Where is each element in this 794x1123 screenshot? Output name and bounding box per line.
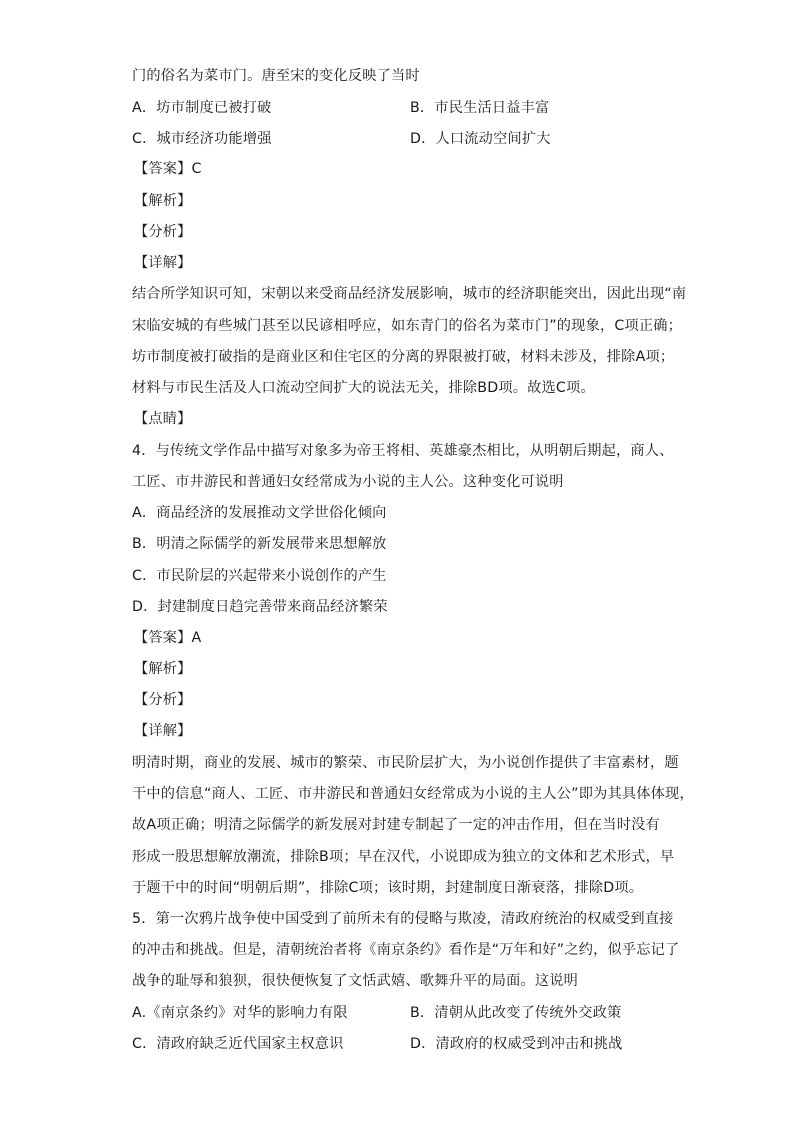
q4-stem-line: 工匠、市井游民和普通妇女经常成为小说的主人公。这种变化可说明 [132, 474, 564, 490]
q5-option-c: C．清政府缺乏近代国家主权意识 [132, 1036, 344, 1052]
q3-option-c: C．城市经济功能增强 [132, 131, 272, 147]
q4-explanation-line: 干中的信息“商人、工匠、市井游民和普通妇女经常成为小说的主人公”即为其具体体现， [132, 786, 694, 802]
q4-option-a: A．商品经济的发展推动文学世俗化倾向 [132, 505, 387, 521]
q3-option-a: A．坊市制度已被打破 [132, 100, 272, 116]
q3-option-b: B．市民生活日益丰富 [410, 100, 550, 116]
q3-option-d: D．人口流动空间扩大 [410, 131, 551, 147]
q5-stem-line: 战争的耻辱和狼狈，很快便恢复了文恬武嬉、歌舞升平的局面。这说明 [132, 973, 579, 989]
q4-detail-label: 【详解】 [134, 723, 192, 739]
q4-explanation-line: 明清时期，商业的发展、城市的繁荣、市民阶层扩大，为小说创作提供了丰富素材，题 [132, 755, 679, 771]
q3-answer: 【答案】C [134, 161, 202, 177]
q3-analysis-label: 【解析】 [134, 193, 192, 209]
q4-analysis-label: 【解析】 [134, 661, 192, 677]
q4-fenxi-label: 【分析】 [134, 692, 192, 708]
q5-option-d: D．清政府的权威受到冲击和挑战 [410, 1036, 623, 1052]
q4-option-b: B．明清之际儒学的新发展带来思想解放 [132, 536, 387, 552]
q4-explanation-line: 于题干中的时间“明朝后期”，排除C项；该时期，封建制度日渐衰落，排除D项。 [132, 880, 644, 896]
q4-explanation-line: 故A项正确；明清之际儒学的新发展对封建专制起了一定的冲击作用，但在当时没有 [132, 817, 660, 833]
q3-explanation-line: 材料与市民生活及人口流动空间扩大的说法无关，排除BD项。故选C项。 [132, 380, 595, 396]
q5-option-b: B．清朝从此改变了传统外交政策 [410, 1005, 622, 1021]
q3-explanation-line: 结合所学知识可知，宋朝以来受商品经济发展影响，城市的经济职能突出，因此出现“南 [132, 286, 687, 302]
q3-fenxi-label: 【分析】 [134, 224, 192, 240]
q5-stem-line: 5．第一次鸦片战争使中国受到了前所未有的侵略与欺凌，清政府统治的权威受到直接 [132, 911, 674, 927]
q4-option-d: D．封建制度日趋完善带来商品经济繁荣 [132, 599, 388, 615]
q5-stem-line: 的冲击和挑战。但是，清朝统治者将《南京条约》看作是“万年和好”之约，似乎忘记了 [132, 942, 680, 958]
q4-stem-line: 4．与传统文学作品中描写对象多为帝王将相、英雄豪杰相比，从明朝后期起，商人、 [132, 443, 674, 459]
q3-stem-tail: 门的俗名为菜市门。唐至宋的变化反映了当时 [132, 68, 420, 84]
q3-detail-label: 【详解】 [134, 255, 192, 271]
q5-option-a: A.《南京条约》对华的影响力有限 [132, 1005, 348, 1021]
q3-dianjing-label: 【点睛】 [134, 411, 192, 427]
q4-answer: 【答案】A [134, 630, 202, 646]
q4-option-c: C．市民阶层的兴起带来小说创作的产生 [132, 568, 387, 584]
q3-explanation-line: 宋临安城的有些城门甚至以民谚相呼应，如东青门的俗名为菜市门”的现象，C项正确； [132, 318, 682, 334]
q3-explanation-line: 坊市制度被打破指的是商业区和住宅区的分离的界限被打破，材料未涉及，排除A项； [132, 349, 675, 365]
q4-explanation-line: 形成一股思想解放潮流，排除B项；早在汉代，小说即成为独立的文体和艺术形式，早 [132, 849, 675, 865]
